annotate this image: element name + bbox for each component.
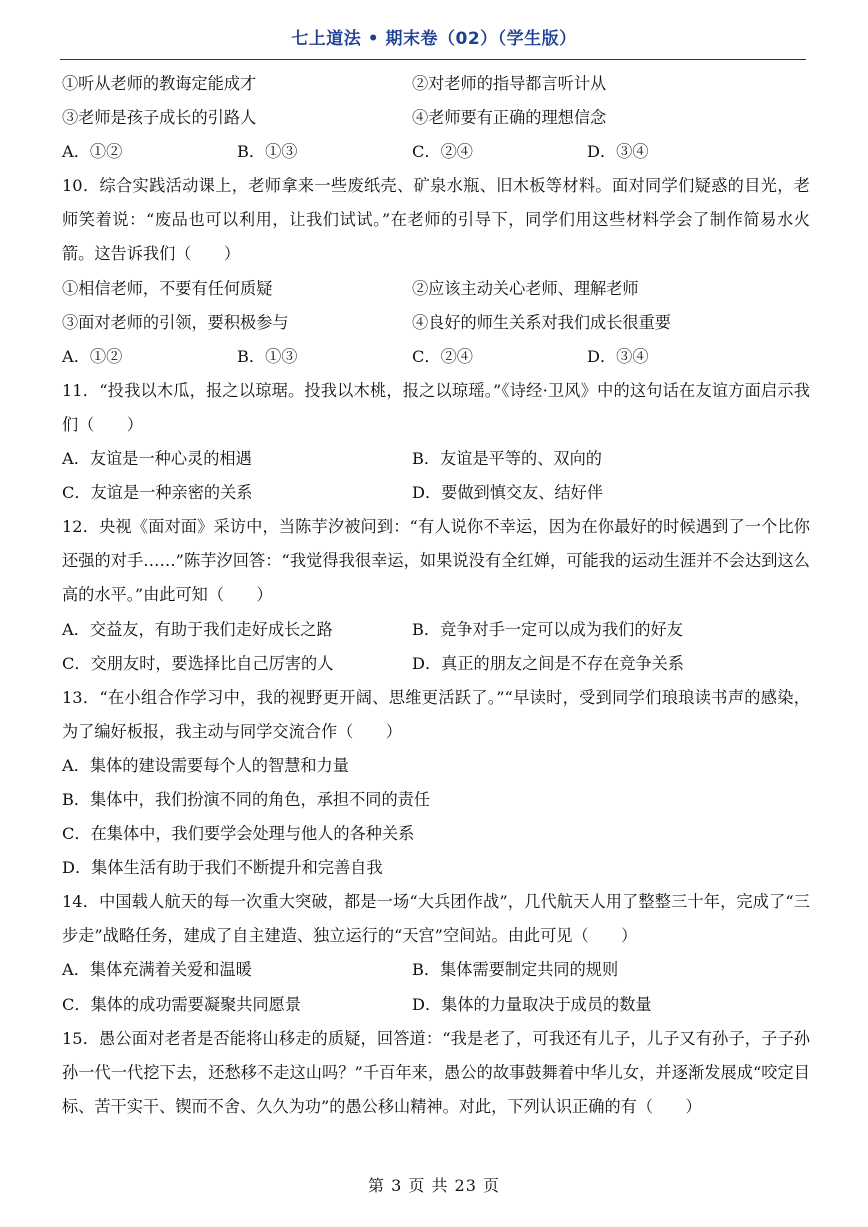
q15-stem: 15．愚公面对老者是否能将山移走的质疑，回答道：“我是老了，可我还有儿子，儿子又有孙子，子子孙孙一代一代挖下去，还愁移不走这山吗？”千百年来，愚公的故事鼓舞着中华儿女，并逐渐发展成“咬定目标、苦干实干、锲而不舍、久久为功”的愚公移山精神。对此，下列认识正确的有（ ）	[62, 1028, 810, 1116]
q13-choice-a: A．集体的建设需要每个人的智慧和力量	[62, 755, 349, 775]
q13-choice-c: C．在集体中，我们要学会处理与他人的各种关系	[62, 824, 415, 844]
q14-choice-d: D．集体的力量取决于成员的数量	[412, 994, 652, 1014]
q11-choice-a: A．友谊是一种心灵的相遇	[62, 449, 252, 469]
q9-option-1: ①听从老师的教诲定能成才	[62, 74, 257, 93]
q9-choice-b: B．①③	[237, 142, 298, 162]
q10-choice-d: D．③④	[587, 346, 649, 366]
q10-option-2: ②应该主动关心老师、理解老师	[412, 278, 639, 298]
q9-options-row-2	[62, 101, 810, 135]
q9-option-4: ④老师要有正确的理想信念	[412, 108, 607, 128]
q13-choice-b: B．集体中，我们扮演不同的角色，承担不同的责任	[62, 789, 431, 809]
q9-choice-d: D．③④	[587, 142, 649, 162]
q9-option-2: ②对老师的指导都言听计从	[412, 74, 607, 93]
q9-choices	[62, 135, 810, 169]
q13-stem: 13．“在小组合作学习中，我的视野更开阔、思维更活跃了。”“早读时，受到同学们琅琅读书声的感染，为了编好板报，我主动与同学交流合作（ ）	[62, 687, 810, 741]
q12-choice-b: B．竞争对手一定可以成为我们的好友	[412, 619, 683, 639]
q14-choice-a: A．集体充满着关爱和温暖	[62, 960, 252, 980]
q11-choice-b: B．友谊是平等的、双向的	[412, 449, 602, 469]
q12-choices-row-1	[62, 613, 810, 647]
q10-option-4: ④良好的师生关系对我们成长很重要	[412, 312, 671, 332]
q14-choice-b: B．集体需要制定共同的规则	[412, 960, 619, 980]
q11-stem: 11．“投我以木瓜，报之以琼琚。投我以木桃，报之以琼瑶。”《诗经·卫风》中的这句话在友谊方面启示我们（ ）	[62, 380, 810, 434]
page-header-title: 七上道法 • 期末卷（02）（学生版）	[291, 29, 577, 49]
q9-choice-c: C．②④	[412, 142, 473, 162]
q10-choices	[62, 340, 810, 374]
q10-option-1: ①相信老师，不要有任何质疑	[62, 278, 273, 298]
header-divider	[60, 59, 806, 60]
q10-choice-b: B．①③	[237, 346, 298, 366]
q10-choice-a: A．①②	[62, 346, 123, 366]
q11-choice-c: C．友谊是一种亲密的关系	[62, 483, 253, 503]
q9-option-3: ③老师是孩子成长的引路人	[62, 108, 257, 128]
q9-options-row-1	[62, 67, 810, 101]
q9-choice-a: A．①②	[62, 142, 123, 162]
q14-choices-row-1	[62, 953, 810, 987]
page-number: 第 3 页 共 23 页	[368, 1176, 500, 1195]
q14-stem: 14．中国载人航天的每一次重大突破，都是一场“大兵团作战”，几代航天人用了整整三十年，完成了“三步走”战略任务，建成了自主建造、独立运行的“天宫”空间站。由此可见（ ）	[62, 892, 810, 946]
q10-stem: 10．综合实践活动课上，老师拿来一些废纸壳、矿泉水瓶、旧木板等材料。面对同学们疑惑的目光，老师笑着说：“废品也可以利用，让我们试试。”在老师的引导下，同学们用这些材料学会了制作简易水火箭。这告诉我们（ ）	[62, 176, 810, 264]
q10-choice-c: C．②④	[412, 346, 473, 366]
question-content	[62, 67, 810, 1124]
q10-options-row-1	[62, 272, 810, 306]
q10-options-row-2	[62, 306, 810, 340]
q11-choices-row-2	[62, 476, 810, 510]
q11-choice-d: D．要做到慎交友、结好伴	[412, 483, 604, 503]
q14-choices-row-2	[62, 988, 810, 1022]
q10-option-3: ③面对老师的引领，要积极参与	[62, 312, 289, 332]
q12-stem: 12．央视《面对面》采访中，当陈芋汐被问到：“有人说你不幸运，因为在你最好的时候遇到了一个比你还强的对手……”陈芋汐回答：“我觉得我很幸运，如果说没有全红婵，可能我的运动生涯并不会达到这么高的水平。”由此可知（ ）	[62, 517, 810, 605]
q12-choice-c: C．交朋友时，要选择比自己厉害的人	[62, 653, 334, 673]
q14-choice-c: C．集体的成功需要凝聚共同愿景	[62, 994, 302, 1014]
q13-choice-d: D．集体生活有助于我们不断提升和完善自我	[62, 858, 383, 878]
q12-choice-a: A．交益友，有助于我们走好成长之路	[62, 619, 333, 639]
q12-choices-row-2	[62, 647, 810, 681]
q11-choices-row-1	[62, 442, 810, 476]
q12-choice-d: D．真正的朋友之间是不存在竞争关系	[412, 653, 684, 673]
